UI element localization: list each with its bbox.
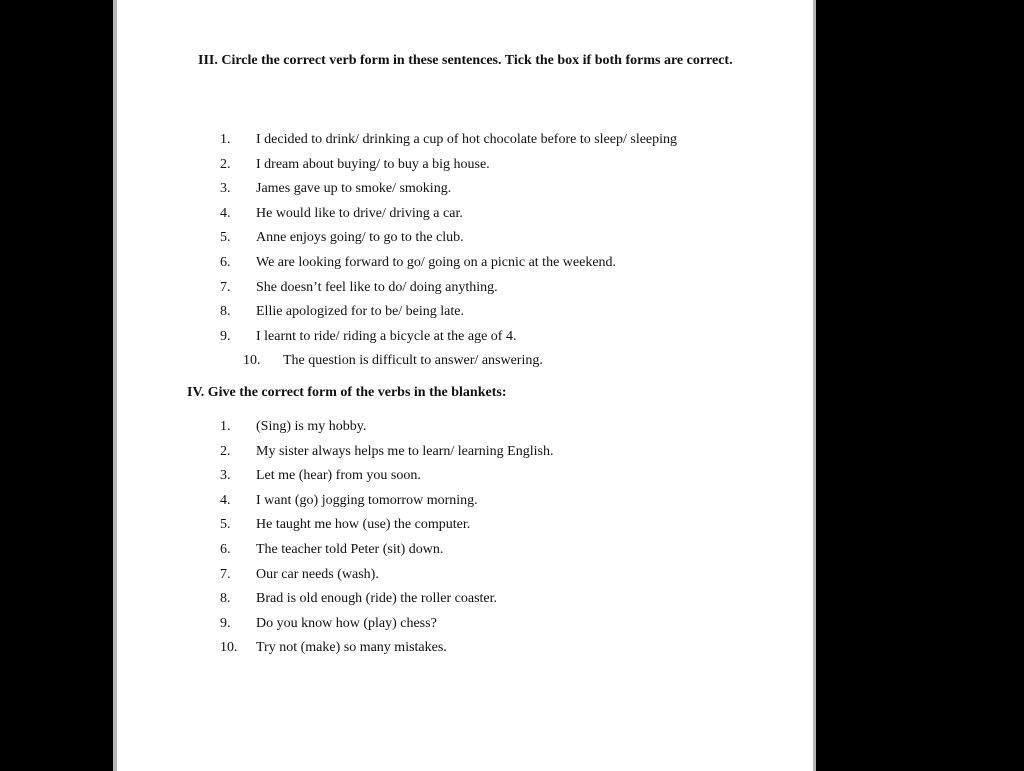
item-number: 1. (220, 419, 231, 434)
item-text: He taught me how (use) the computer. (256, 517, 471, 533)
item-text: I want (go) jogging tomorrow morning. (256, 492, 478, 508)
item-text: We are looking forward to go/ going on a picnic at the weekend. (256, 254, 617, 270)
item-number: 9. (220, 328, 231, 344)
section-4-heading: IV. Give the correct form of the verbs in the blankets: (187, 385, 507, 400)
item-number: 7. (220, 279, 231, 295)
item-number: 10. (220, 640, 238, 656)
item-text: Anne enjoys going/ to go to the club. (256, 230, 464, 246)
item-text: Let me (hear) from you soon. (256, 468, 421, 484)
item-text: Our car needs (wash). (256, 566, 379, 582)
item-text: (Sing) is my hobby. (256, 419, 367, 434)
item-text: Do you know how (play) chess? (256, 615, 437, 631)
item-number: 5. (220, 517, 231, 533)
item-number: 6. (220, 541, 231, 557)
item-number: 8. (220, 304, 231, 320)
item-number: 5. (220, 230, 231, 246)
item-number: 1. (220, 132, 231, 147)
item-number: 9. (220, 615, 231, 631)
item-number: 3. (220, 468, 231, 484)
item-number: 3. (220, 181, 231, 197)
section-3-heading: III. Circle the correct verb form in these sentences. Tick the box if both forms are correct. (198, 53, 733, 68)
item-text: Ellie apologized for to be/ being late. (256, 304, 464, 320)
item-text: I learnt to ride/ riding a bicycle at the age of 4. (256, 328, 517, 344)
item-number: 4. (220, 205, 231, 221)
item-text: I dream about buying/ to buy a big house. (256, 156, 490, 172)
item-number: 10. (243, 353, 261, 369)
item-text: The teacher told Peter (sit) down. (256, 541, 444, 557)
item-text: My sister always helps me to learn/ learning English. (256, 443, 554, 459)
item-text: Brad is old enough (ride) the roller coaster. (256, 591, 498, 607)
item-number: 2. (220, 156, 231, 172)
item-number: 6. (220, 254, 231, 270)
item-text: James gave up to smoke/ smoking. (256, 181, 452, 197)
item-text: I decided to drink/ drinking a cup of hot chocolate before to sleep/ sleeping (256, 132, 678, 147)
item-text: The question is difficult to answer/ answering. (283, 353, 543, 369)
item-number: 8. (220, 591, 231, 607)
item-text: Try not (make) so many mistakes. (256, 640, 447, 656)
item-number: 7. (220, 566, 231, 582)
item-text: She doesn’t feel like to do/ doing anything. (256, 279, 498, 295)
item-number: 4. (220, 492, 231, 508)
item-text: He would like to drive/ driving a car. (256, 205, 463, 221)
item-number: 2. (220, 443, 231, 459)
document-page (113, 0, 816, 771)
